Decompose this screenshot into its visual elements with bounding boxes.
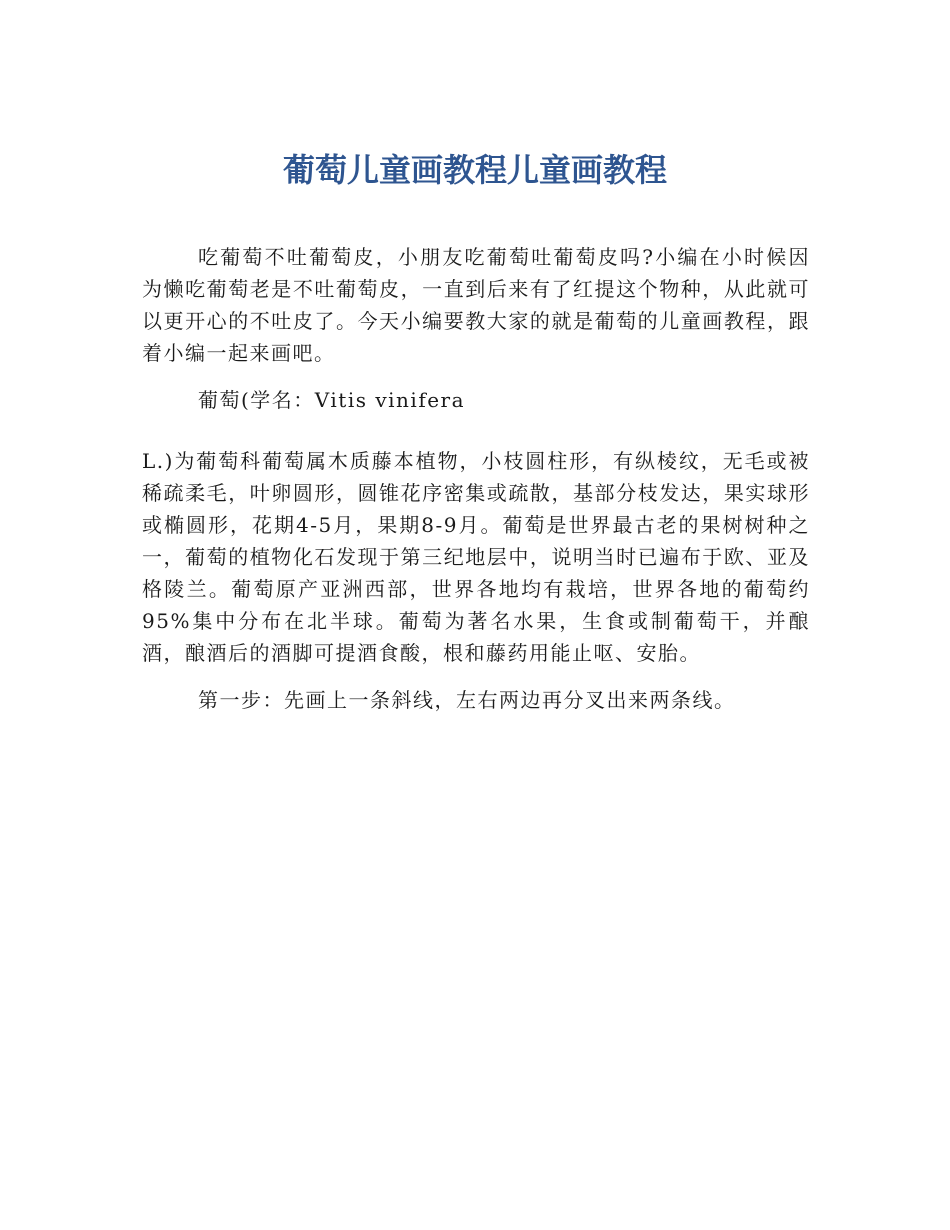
paragraph-description: L.)为葡萄科葡萄属木质藤本植物，小枝圆柱形，有纵棱纹，无毛或被稀疏柔毛，叶卵圆形，圆锥花序密集或疏散，基部分枝发达，果实球形或椭圆形，花期4-5月，果期8-9月。葡萄是世界最古老的果树树种之一，葡萄的植物化石发现于第三纪地层中，说明当时已遍布于欧、亚及格陵兰。葡萄原产亚洲西部，世界各地均有栽培，世界各地的葡萄约95%集中分布在北半球。葡萄为著名水果，生食或制葡萄干，并酿酒，酿酒后的酒脚可提酒食酸，根和藤药用能止呕、安胎。: [142, 449, 810, 665]
paragraph-scientific-name: 葡萄(学名：Vitis vinifera: [198, 388, 466, 412]
document-title: 葡萄儿童画教程儿童画教程: [282, 151, 667, 189]
paragraph-intro: 吃葡萄不吐葡萄皮，小朋友吃葡萄吐葡萄皮吗?小编在小时候因为懒吃葡萄老是不吐葡萄皮，一直到后来有了红提这个物种，从此就可以更开心的不吐皮了。今天小编要教大家的就是葡萄的儿童画教程，跟着小编一起来画吧。: [142, 245, 810, 365]
paragraph-step-one: 第一步：先画上一条斜线，左右两边再分叉出来两条线。: [198, 688, 736, 712]
document-body: [142, 241, 810, 716]
